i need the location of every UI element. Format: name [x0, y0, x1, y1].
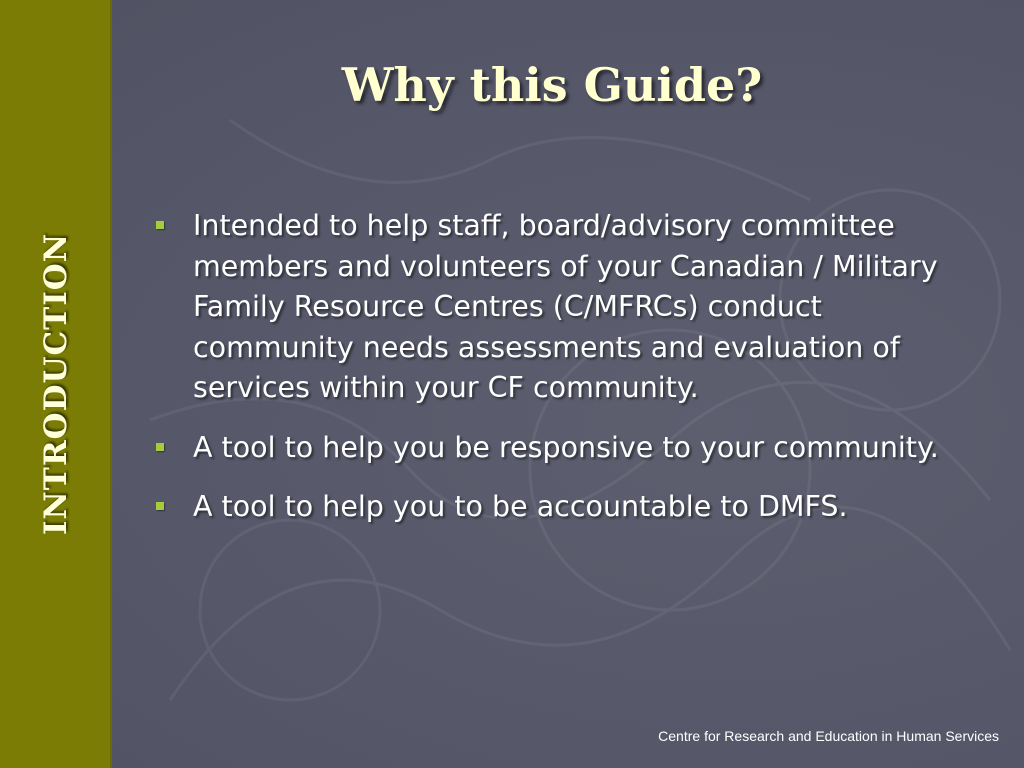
square-bullet-icon [156, 502, 164, 510]
slide-title: Why this Guide? [341, 58, 763, 112]
square-bullet-icon [156, 443, 164, 451]
bullet-list [153, 206, 953, 528]
section-label: INTRODUCTION [38, 232, 74, 536]
square-bullet-icon [156, 221, 164, 229]
footer-credit: Centre for Research and Education in Human Services [658, 728, 999, 744]
bullet-text: Intended to help staff, board/advisory committee members and volunteers of your Canadian / Military Family Resource Centres (C/MFRCs) conduct community needs assessments and evaluation of services within your CF community. [193, 209, 938, 404]
bullet-item [153, 428, 953, 469]
bullet-item [153, 206, 953, 409]
bullet-item [153, 487, 953, 528]
section-sidebar [0, 0, 112, 768]
bullet-text: A tool to help you be responsive to your community. [193, 430, 939, 464]
bullet-text: A tool to help you to be accountable to DMFS. [193, 490, 848, 523]
